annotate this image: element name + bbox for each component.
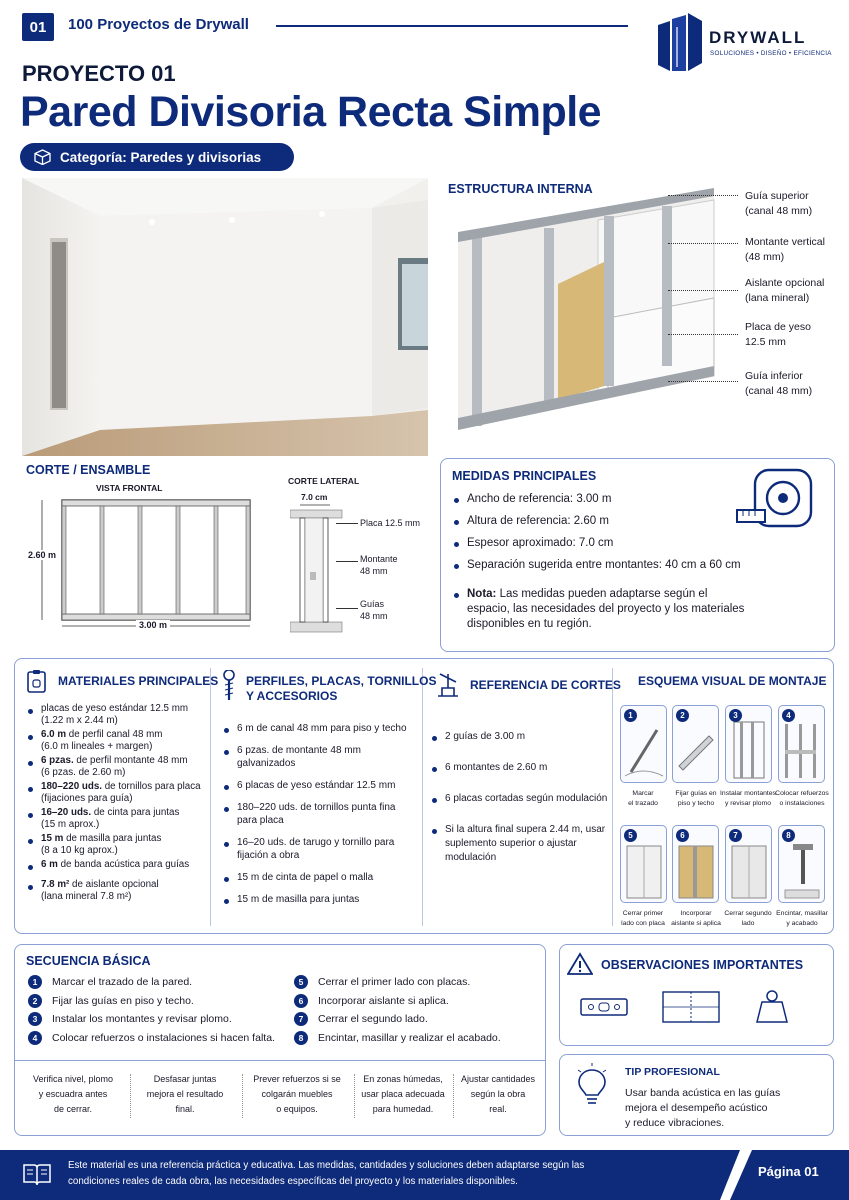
medidas-title: MEDIDAS PRINCIPALES (452, 469, 597, 483)
step-card-4: 4 (778, 705, 825, 783)
list-item: 180–220 uds. de tornillos punta fina para placa (222, 801, 414, 827)
materiales-title: MATERIALES PRINCIPALES (58, 674, 219, 688)
guias-label: Guías 48 mm (360, 599, 388, 621)
step-card-2: 2 (672, 705, 719, 783)
divider (130, 1074, 131, 1118)
divider (354, 1074, 355, 1118)
step-card-7: 7 (725, 825, 772, 903)
list-item: 5 Cerrar el primer lado con placas. (294, 973, 501, 992)
label-aislante: Aislante opcional (lana mineral) (745, 277, 825, 304)
list-item: 16–20 uds. de tarugo y tornillo para fijación a obra (222, 836, 414, 862)
leader-line (336, 523, 358, 524)
list-item: 6 placas cortadas según modulación (430, 792, 608, 806)
placa-label: Placa 12.5 mm (360, 518, 421, 528)
height-dimension: 2.60 m (28, 550, 57, 560)
category-label: Categoría: Paredes y divisorias (60, 149, 262, 165)
nota-label: Nota: (467, 588, 497, 600)
medidas-list (452, 492, 752, 580)
tip-title: TIP PROFESIONAL (625, 1066, 720, 1078)
nota-text: Las medidas pueden adaptarse según el espacio, las necesidades del proyecto y los materiales disponibles en tu región. (467, 588, 745, 630)
list-item: Espesor aproximado: 7.0 cm (452, 536, 752, 551)
list-item: 6 montantes de 2.60 m (430, 761, 608, 775)
list-item: Altura de referencia: 2.60 m (452, 514, 752, 529)
label-placa: Placa de yeso 12.5 mm (745, 321, 811, 348)
list-item: 7 Cerrar el segundo lado. (294, 1010, 501, 1029)
estructura-title: ESTRUCTURA INTERNA (448, 182, 593, 196)
screw-icon (222, 670, 236, 702)
corte-title: CORTE / ENSAMBLE (26, 463, 151, 477)
list-item: 15 m de cinta de papel o malla (222, 871, 414, 884)
list-item: Si la altura final supera 2.44 m, usar suplemento superior o ajustar modulación (430, 823, 608, 865)
list-item: Separación sugerida entre montantes: 40 cm a 60 cm (452, 558, 752, 573)
list-item: 7.8 m² de aislante opcional (lana mineral 7.8 m²) (26, 879, 206, 903)
step-card-5: 5 (620, 825, 667, 903)
leader-line (668, 334, 738, 335)
brand-name: DRYWALL (709, 28, 807, 47)
cortes-list (430, 730, 608, 882)
step-caption-2: Fijar guías en piso y techo (675, 790, 717, 807)
list-item: 1 Marcar el trazado de la pared. (28, 973, 275, 992)
divider (453, 1074, 454, 1118)
saw-icon (434, 670, 462, 700)
internal-structure-illustration (448, 186, 728, 442)
step-card-8: 8 (778, 825, 825, 903)
leader-line (668, 195, 738, 196)
secuencia-title: SECUENCIA BÁSICA (26, 954, 151, 968)
perfiles-list (222, 722, 414, 915)
divider (14, 1060, 546, 1061)
step-card-1: 1 (620, 705, 667, 783)
leader-line (668, 290, 738, 291)
materiales-list (26, 703, 206, 905)
step-caption-1: Marcar el trazado (628, 790, 658, 807)
divider (210, 668, 211, 926)
list-item: 16–20 uds. de cinta para juntas (15 m aprox.) (26, 807, 206, 831)
category-badge (20, 143, 294, 171)
cortes-title: REFERENCIA DE CORTES (470, 678, 621, 692)
divider (242, 1074, 243, 1118)
tip-4: En zonas húmedas, usar placa adecuada para humedad. (361, 1074, 445, 1114)
tip-2: Desfasar juntas mejora el resultado final. (146, 1074, 224, 1114)
step-card-6: 6 (672, 825, 719, 903)
brand-tagline: SOLUCIONES • DISEÑO • EFICIENCIA (710, 50, 832, 57)
leader-line (336, 561, 358, 562)
level-icon (580, 996, 628, 1018)
tip-3: Prever refuerzos si se colgarán muebles o equipos. (253, 1074, 341, 1114)
step-card-3: 3 (725, 705, 772, 783)
step-caption-3: Instalar montantes y revisar plomo (720, 790, 776, 807)
steps-col-2 (294, 973, 501, 1047)
list-item: 6 pzas. de montante 48 mm galvanizados (222, 744, 414, 770)
warning-icon (567, 952, 593, 976)
series-title: 100 Proyectos de Drywall (68, 16, 249, 33)
observaciones-title: OBSERVACIONES IMPORTANTES (601, 958, 804, 972)
list-item: 2 Fijar las guías en piso y techo. (28, 992, 275, 1011)
leader-line (336, 608, 358, 609)
box-icon (34, 149, 51, 165)
step-caption-7: Cerrar segundo lado (724, 910, 772, 927)
leader-line (668, 243, 738, 244)
page-number: Página 01 (758, 1164, 819, 1179)
drywall-logo-icon (656, 13, 704, 71)
list-item: 3 Instalar los montantes y revisar plomo. (28, 1010, 275, 1029)
step-caption-8: Encintar, masillar y acabado (776, 910, 828, 927)
width-dimension: 3.00 m (136, 620, 170, 630)
empty-room-image (22, 178, 428, 456)
project-label: PROYECTO 01 (22, 61, 176, 86)
vista-frontal-label: VISTA FRONTAL (96, 483, 163, 493)
steps-col-1 (28, 973, 275, 1047)
list-item: 4 Colocar refuerzos o instalaciones si hacen falta. (28, 1029, 275, 1048)
tip-5: Ajustar cantidades según la obra real. (460, 1074, 536, 1114)
joint-icon (662, 990, 720, 1024)
clipboard-icon (26, 668, 48, 694)
list-item: 6 m de banda acústica para guías (26, 859, 206, 871)
list-item: 8 Encintar, masillar y realizar el acabado. (294, 1029, 501, 1048)
divider (422, 668, 423, 926)
project-number-badge: 01 (22, 13, 54, 41)
list-item: 6 pzas. de perfil montante 48 mm (6 pzas. de 2.60 m) (26, 755, 206, 779)
page-title: Pared Divisoria Recta Simple (20, 88, 602, 136)
label-guia-superior: Guía superior (canal 48 mm) (745, 190, 813, 217)
list-item: 6 placas de yeso estándar 12.5 mm (222, 779, 414, 792)
list-item: placas de yeso estándar 12.5 mm (1.22 m x 2.44 m) (26, 703, 206, 727)
room-photo (22, 178, 428, 456)
tip-text: Usar banda acústica en las guías mejora el desempeño acústico y reduce vibraciones. (625, 1087, 781, 1129)
lightbulb-icon (574, 1062, 610, 1108)
nota (452, 587, 752, 639)
frontal-view-drawing (26, 494, 258, 632)
tape-measure-icon (735, 466, 815, 534)
weight-icon (756, 988, 788, 1024)
list-item: 15 m de masilla para juntas (8 a 10 kg aprox.) (26, 833, 206, 857)
esquema-title: ESQUEMA VISUAL DE MONTAJE (638, 674, 827, 688)
label-montante: Montante vertical (48 mm) (745, 236, 825, 263)
footer-disclaimer: Este material es una referencia práctica y educativa. Las medidas, cantidades y soluciones deben adaptarse según las condiciones reales de cada obra, las necesidades específicas del proyecto y los materiales disponibles. (68, 1160, 585, 1187)
montante-label: Montante 48 mm (360, 554, 398, 576)
perfiles-title: PERFILES, PLACAS, TORNILLOS Y ACCESORIOS (246, 674, 437, 703)
header-rule (276, 25, 628, 27)
list-item: 6 Incorporar aislante si aplica. (294, 992, 501, 1011)
step-caption-4: Colocar refuerzos o instalaciones (775, 790, 829, 807)
list-item: 15 m de masilla para juntas (222, 893, 414, 906)
corte-lateral-label: CORTE LATERAL (288, 476, 360, 486)
label-guia-inferior: Guía inferior (canal 48 mm) (745, 370, 813, 397)
leader-line (668, 381, 738, 382)
list-item: 180–220 uds. de tornillos para placa (fijaciones para guía) (26, 781, 206, 805)
book-icon (22, 1161, 52, 1187)
list-item: Ancho de referencia: 3.00 m (452, 492, 752, 507)
list-item: 6 m de canal 48 mm para piso y techo (222, 722, 414, 735)
step-caption-5: Cerrar primer lado con placa (621, 910, 665, 927)
step-caption-6: Incorporar aislante si aplica (671, 910, 721, 927)
tip-1: Verifica nivel, plomo y escuadra antes de cerrar. (32, 1074, 114, 1114)
list-item: 6.0 m de perfil canal 48 mm (6.0 m lineales + margen) (26, 729, 206, 753)
thickness-dimension: 7.0 cm (301, 492, 328, 502)
list-item: 2 guías de 3.00 m (430, 730, 608, 744)
